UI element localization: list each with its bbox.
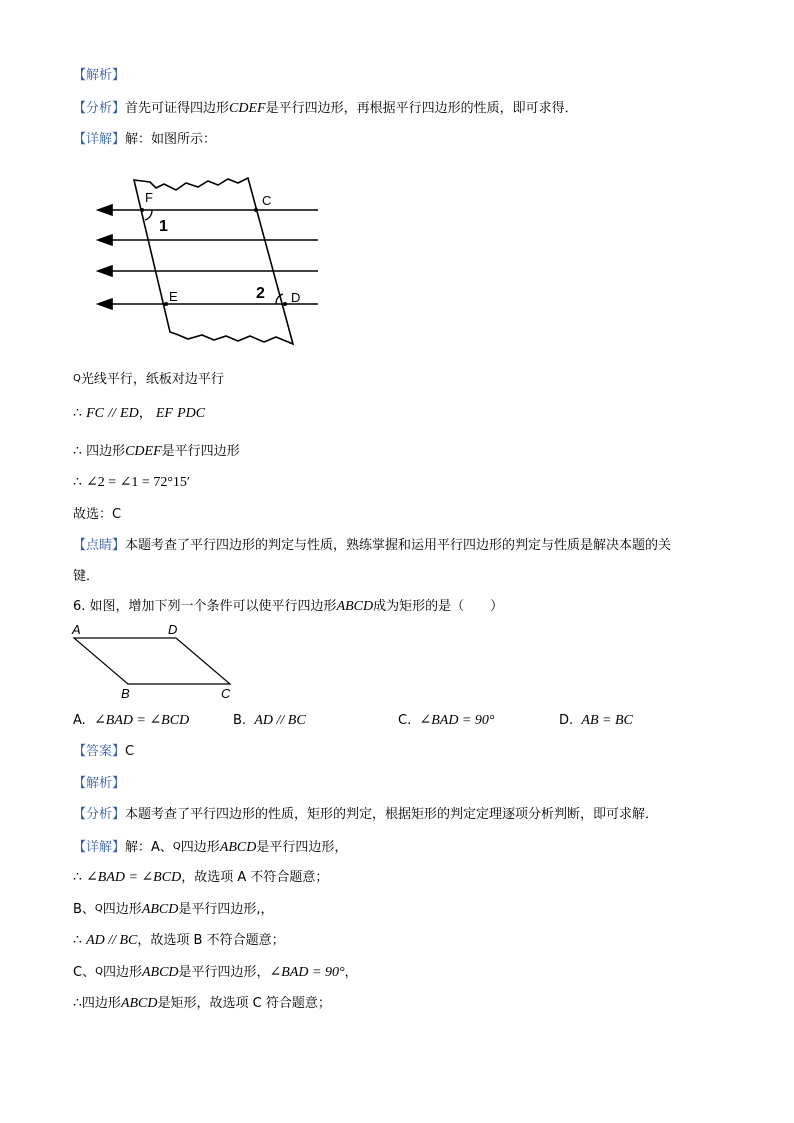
point-E [164, 302, 168, 306]
point-D [283, 302, 287, 306]
label-E: E [169, 289, 178, 304]
label-C: C [221, 686, 231, 701]
step1-line: Q光线平行，纸板对边平行 [73, 372, 224, 387]
point-F [140, 208, 144, 212]
arrow-head-4 [98, 299, 112, 309]
angle-1-arc [145, 210, 152, 220]
q6-c-premise: C、Q四边形ABCD是平行四边形，∠BAD = 90°， [73, 965, 358, 980]
step3-line: ∴ 四边形CDEF是平行四边形 [73, 444, 240, 459]
step2-line: ∴ FC // ED， EF PDC [73, 406, 206, 421]
q6-xiangjie-line: 【详解】解：A、Q四边形ABCD是平行四边形， [73, 840, 348, 855]
fenxi-line: 【分析】首先可证得四边形CDEF是平行四边形，再根据平行四边形的性质，即可求得． [73, 101, 578, 116]
label-angle-2: 2 [256, 285, 265, 302]
label-D: D [291, 290, 301, 305]
label-B: B [121, 686, 130, 701]
dianjing-line-2: 键． [73, 569, 100, 584]
option-a: A. ∠BAD = ∠BCD [73, 713, 190, 728]
label-A: A [72, 622, 81, 637]
dianjing-line: 【点睛】本题考查了平行四边形的判定与性质，熟练掌握和运用平行四边形的判定与性质是解决本题的关 [73, 538, 672, 553]
option-c: C. ∠BAD = 90° [398, 713, 495, 728]
label-D: D [168, 622, 178, 637]
q6-b-conclusion: ∴ AD // BC，故选项 B 不符合题意； [73, 933, 285, 948]
q6-fenxi-label: 【分析】 [73, 807, 126, 822]
jiexi-heading: 【解析】 [73, 68, 126, 83]
arrow-head-3 [98, 266, 112, 276]
parallelogram-abcd-figure [66, 620, 246, 706]
light-parallelogram-figure [90, 168, 330, 348]
point-C [254, 208, 258, 212]
q6-stem: 6. 如图，增加下列一个条件可以使平行四边形ABCD成为矩形的是（ ） [73, 599, 504, 614]
q6-b-premise: B、Q四边形ABCD是平行四边形,， [73, 902, 274, 917]
fenxi-label: 【分析】 [73, 101, 126, 116]
q6-a-conclusion: ∴ ∠BAD = ∠BCD，故选项 A 不符合题意； [73, 870, 329, 885]
q6-xiangjie-label: 【详解】 [73, 840, 126, 855]
parallelogram-abcd [74, 638, 230, 684]
arrow-head-1 [98, 205, 112, 215]
step4-line: ∴ ∠2 = ∠1 = 72°15′ [73, 475, 190, 490]
answer-line: 故选：C [73, 507, 122, 522]
xiangjie-line: 【详解】解：如图所示： [73, 132, 217, 147]
label-angle-1: 1 [159, 218, 168, 235]
q6-jiexi-heading: 【解析】 [73, 776, 126, 791]
label-C: C [262, 193, 272, 208]
xiangjie-label: 【详解】 [73, 132, 126, 147]
q6-fenxi-line: 【分析】本题考查了平行四边形的性质，矩形的判定，根据矩形的判定定理逐项分析判断，即可求解． [73, 807, 659, 822]
label-F: F [145, 190, 153, 205]
option-d: D. AB = BC [559, 713, 633, 728]
dianjing-label: 【点睛】 [73, 538, 126, 553]
q6-answer-line: 【答案】C [73, 744, 135, 759]
option-b: B. AD // BC [233, 713, 306, 728]
arrow-head-2 [98, 235, 112, 245]
q6-number: 6. [73, 599, 86, 614]
answer-label: 【答案】 [73, 744, 126, 759]
q6-c-conclusion: ∴四边形ABCD是矩形，故选项 C 符合题意； [73, 996, 331, 1011]
